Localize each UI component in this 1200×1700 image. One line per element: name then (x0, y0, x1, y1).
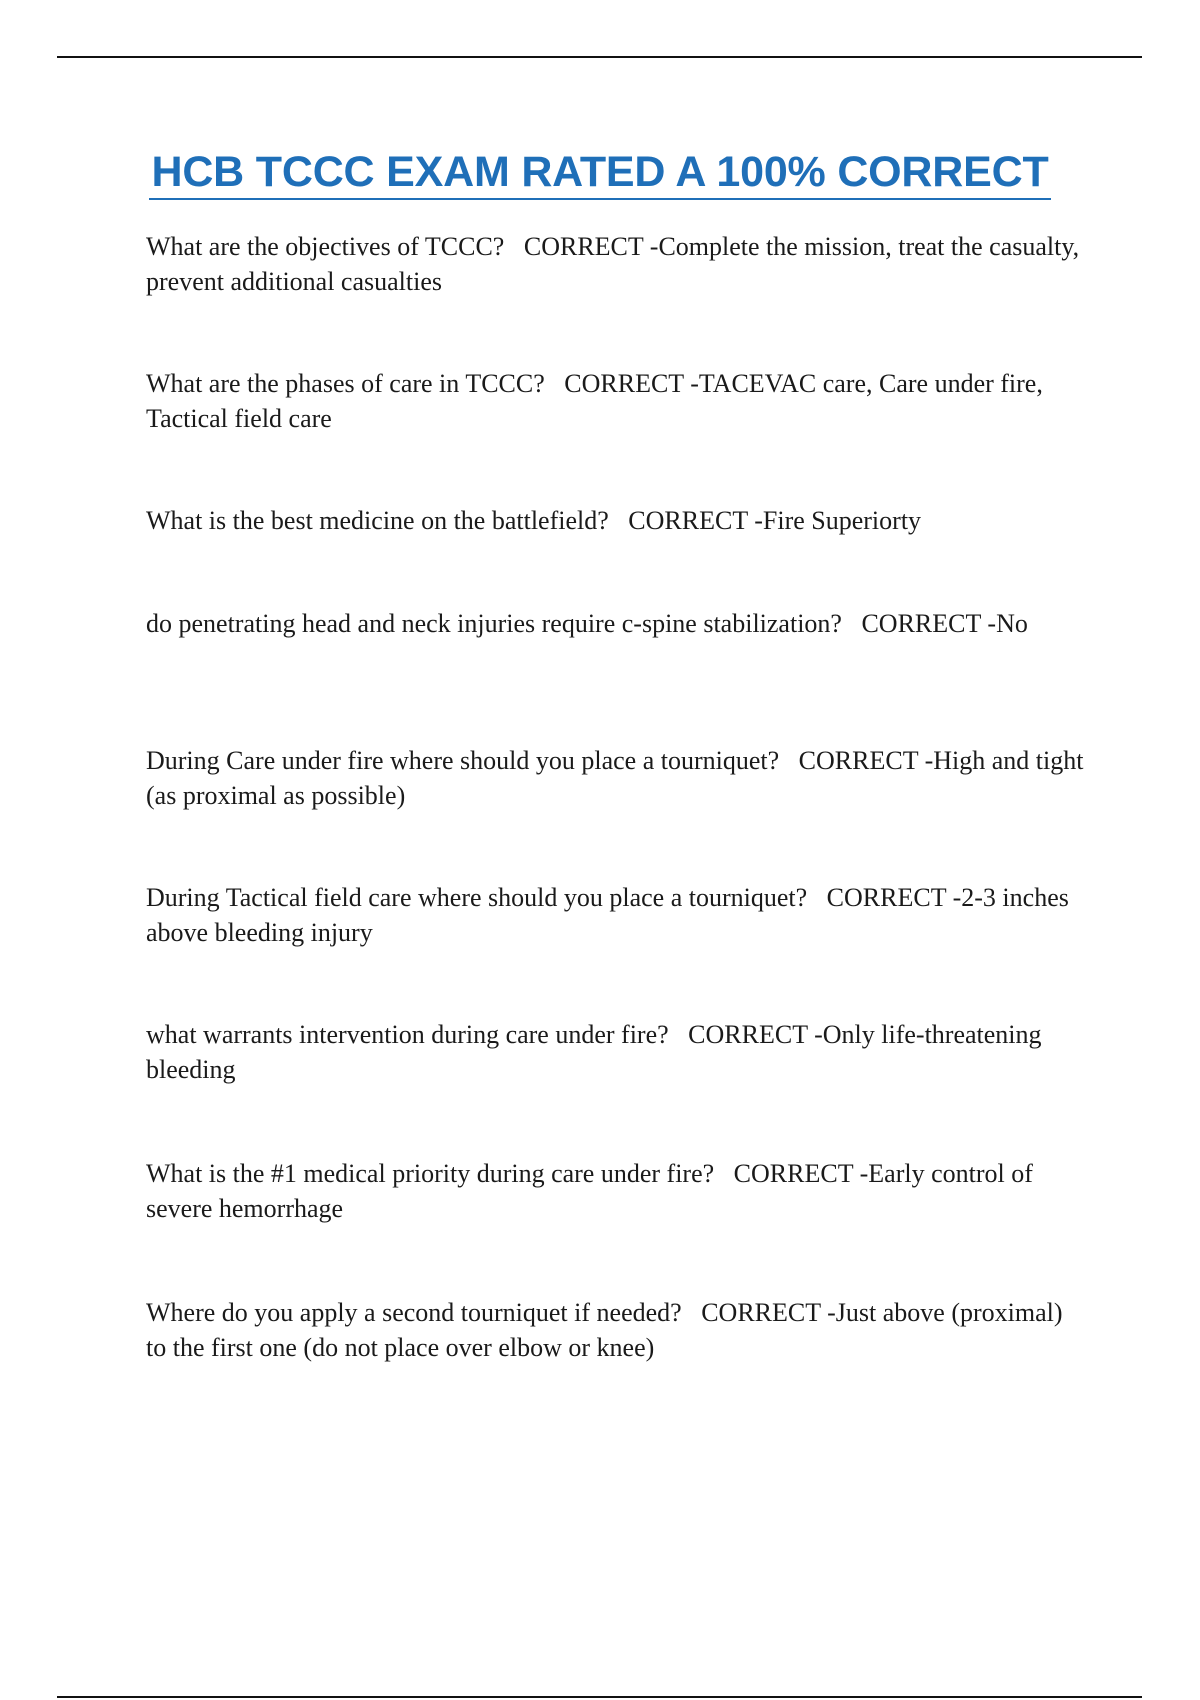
document-title: HCB TCCC EXAM RATED A 100% CORRECT (149, 146, 1050, 200)
answer-text: CORRECT -2-3 inches above bleeding injury (146, 883, 1069, 947)
bottom-rule (57, 1696, 1142, 1698)
answer-text: CORRECT -Only life-threatening bleeding (146, 1020, 1042, 1084)
qa-item (146, 366, 1086, 436)
question-text: What is the #1 medical priority during care under fire? (146, 1159, 715, 1188)
top-rule (57, 56, 1142, 58)
qa-item (146, 880, 1086, 950)
answer-text: CORRECT -Complete the mission, treat the casualty, prevent additional casualties (146, 232, 1080, 296)
answer-text: CORRECT -Fire Superiorty (628, 506, 922, 535)
qa-item (146, 1156, 1086, 1226)
question-text: Where do you apply a second tourniquet if needed? (146, 1298, 682, 1327)
qa-item (146, 1017, 1086, 1087)
answer-text: CORRECT -Early control of severe hemorrhage (146, 1159, 1033, 1223)
title-container (0, 146, 1200, 200)
qa-item (146, 606, 1086, 641)
question-text: do penetrating head and neck injuries require c-spine stabilization? (146, 609, 842, 638)
qa-item (146, 229, 1086, 299)
question-text: what warrants intervention during care under fire? (146, 1020, 669, 1049)
question-text: What are the objectives of TCCC? (146, 232, 505, 261)
answer-text: CORRECT -Just above (proximal) to the first one (do not place over elbow or knee) (146, 1298, 1063, 1362)
question-text: What is the best medicine on the battlefield? (146, 506, 609, 535)
question-text: What are the phases of care in TCCC? (146, 369, 545, 398)
answer-text: CORRECT -High and tight (as proximal as possible) (146, 746, 1084, 810)
qa-item (146, 1295, 1086, 1365)
question-text: During Care under fire where should you place a tourniquet? (146, 746, 780, 775)
answer-text: CORRECT -No (861, 609, 1028, 638)
qa-item (146, 503, 1086, 538)
qa-item (146, 743, 1086, 813)
answer-text: CORRECT -TACEVAC care, Care under fire, Tactical field care (146, 369, 1043, 433)
question-text: During Tactical field care where should you place a tourniquet? (146, 883, 808, 912)
